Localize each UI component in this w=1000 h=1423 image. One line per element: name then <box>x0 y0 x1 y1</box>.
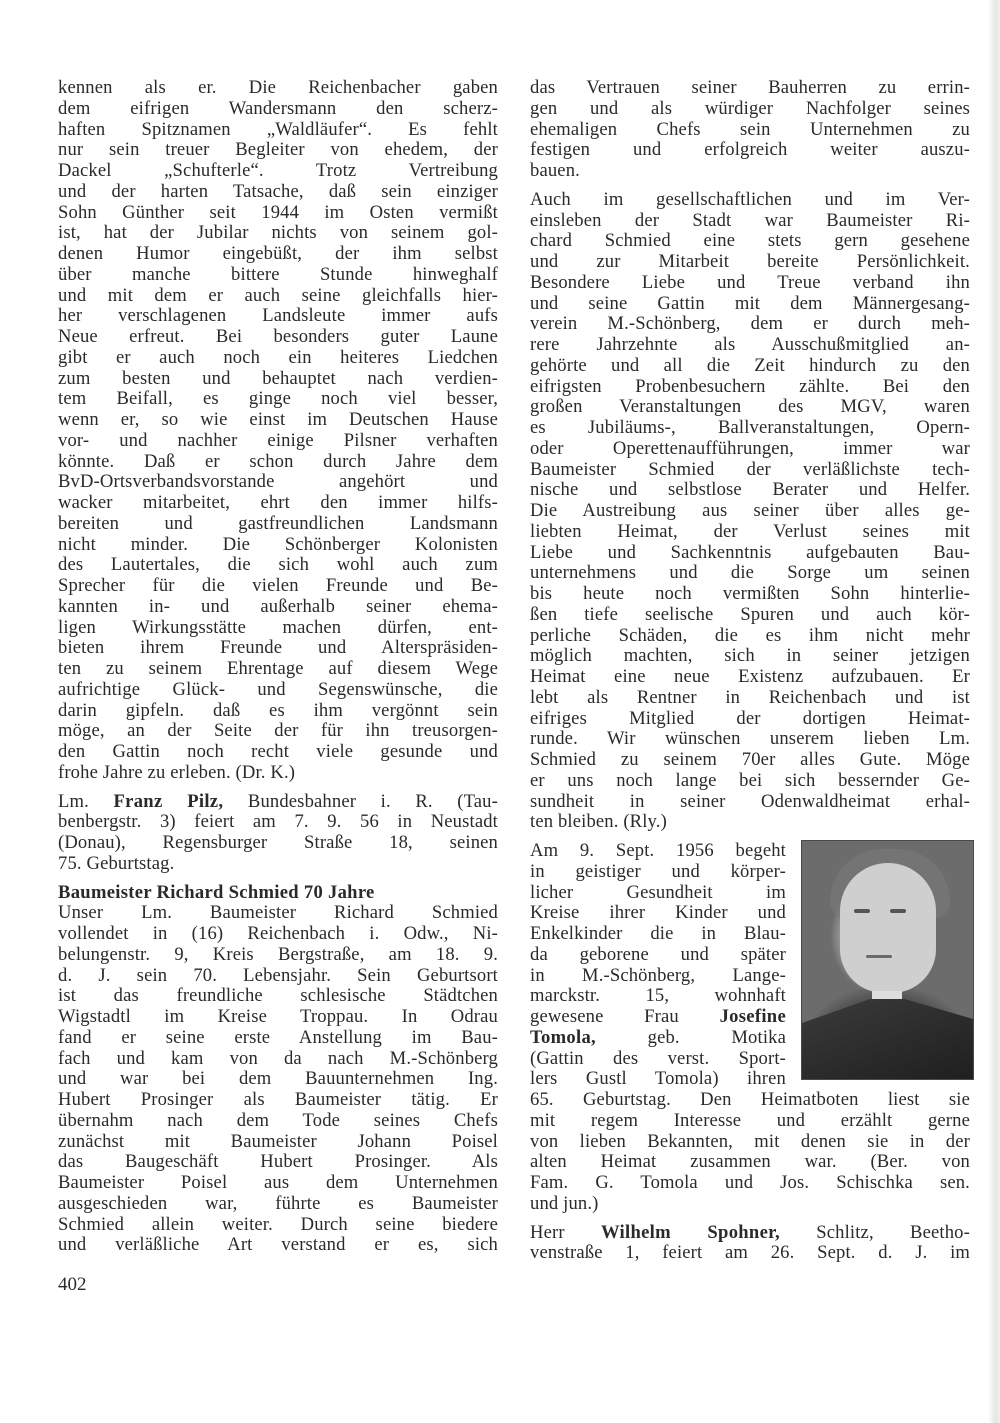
text-line: liebten Heimat, der Verlust seines mit <box>530 520 970 542</box>
text-line: marckstr. 15, wohnhaft <box>530 985 786 1007</box>
text-line: licher Gesundheit im <box>530 881 786 903</box>
text-line: ist, hat der Jubilar nichts von seinem gol- <box>58 222 498 244</box>
photo-collar <box>802 999 973 1079</box>
text-line: einsleben der Stadt war Baumeister Ri- <box>530 209 970 231</box>
text-line: Baumeister Schmied der verläßlichste tech- <box>530 458 970 480</box>
text-line: fach und kam von da nach M.-Schönberg <box>58 1047 498 1069</box>
page-number: 402 <box>58 1274 87 1295</box>
text-line: Sohn Günther seit 1944 im Osten vermißt <box>58 201 498 223</box>
text-line: Wigstadtl im Kreise Troppau. In Odrau <box>58 1006 498 1027</box>
paragraph-vertrauen <box>530 78 970 182</box>
text-line: und mit dem er auch seine gleichfalls hier- <box>58 284 498 306</box>
text-line: in M.-Schönberg, Lange- <box>530 964 786 986</box>
text-line: von lieben Bekannten, mit denen sie in der <box>530 1130 970 1152</box>
text-line: und der harten Tatsache, daß sein einziger <box>58 180 498 202</box>
text-line: bereiten und gastfreundlichen Landsmann <box>58 512 498 534</box>
text-line: ten bleiben. (Rly.) <box>530 811 667 833</box>
text-line: dem eifrigen Wandersmann den scherz- <box>58 97 498 119</box>
name-franz-pilz: Franz Pilz, <box>113 790 224 812</box>
text-line: ligen Wirkungsstätte machen dürfen, ent- <box>58 616 498 638</box>
text-line: Liebe und Sachkenntnis aufgebauten Bau- <box>530 541 970 563</box>
text-line: Die Austreibung aus seiner über alles ge- <box>530 500 970 521</box>
text-line: das Vertrauen seiner Bauherren zu errin- <box>530 77 970 98</box>
text-line: denen Humor eingebüßt, der ihm selbst <box>58 243 498 264</box>
text-line: (Gattin des verst. Sport- <box>530 1047 786 1069</box>
text-line: unternehmens und die Sorge um seinen <box>530 562 970 584</box>
text-line: rere Jahrzehnte als Ausschußmitglied an- <box>530 334 970 355</box>
text-line: kennen als er. Die Reichenbacher gaben <box>58 77 498 98</box>
text-line: darin gipfeln. daß es ihm vergönnt sein <box>58 699 498 721</box>
text-line: alten Heimat zusammen war. (Ber. von <box>530 1151 970 1173</box>
text-line: kannten in- und außerhalb seiner ehema- <box>58 595 498 617</box>
text-line: gehörte und all die Zeit hindurch zu den <box>530 354 970 376</box>
text-line: möge, an der Seite der für ihn treusorgen- <box>58 720 498 742</box>
text-line: bis heute noch vermißten Sohn hinterlie- <box>530 583 970 604</box>
text-line: Besondere Liebe und Treue verband ihn <box>530 271 970 293</box>
text-line: Schmied zu seinem 70er alles Gute. Möge <box>530 749 970 770</box>
text-line: den Gattin noch recht viele gesunde und <box>58 741 498 762</box>
text-line: Dackel „Schufterle“. Trotz Vertreibung <box>58 160 498 181</box>
text-line: Enkelkinder die in Blau- <box>530 923 786 944</box>
text-line: frohe Jahre zu erleben. (Dr. K.) <box>58 761 296 783</box>
text-line: nur sein treuer Begleiter von ehedem, der <box>58 139 498 161</box>
paragraph-vereinsleben <box>530 190 970 833</box>
text-line: ehemaligen Chefs sein Unternehmen zu <box>530 118 970 140</box>
text-line: fand er seine erste Anstellung im Bau- <box>58 1026 498 1048</box>
text-line: lebt als Rentner in Reichenbach und ist <box>530 686 970 708</box>
paragraph-wandersmann <box>58 78 498 784</box>
text-line: da geborene und später <box>530 943 786 965</box>
text-line: und seine Gattin mit dem Männergesang- <box>530 292 970 314</box>
text-line: wacker mitarbeitet, ehrt den immer hilfs- <box>58 492 498 513</box>
text-line: und war bei dem Bauunternehmen Ing. <box>58 1068 498 1090</box>
text-line: zum besten und behauptet nach verdien- <box>58 367 498 389</box>
text-line: Auch im gesellschaftlichen und im Ver- <box>530 188 970 210</box>
text-line: nicht minder. Die Schönberger Kolonisten <box>58 533 498 555</box>
page-edge-shadow <box>988 0 1000 1423</box>
text-line: mit regem Interesse und erzählt gerne <box>530 1109 970 1131</box>
text-line: es Jubiläums-, Ballveranstaltungen, Opern- <box>530 417 970 438</box>
text-line: sundheit in seiner Odenwaldheimat erhal- <box>530 790 970 812</box>
text-line: tem Beifall, es ginge noch viel besser, <box>58 388 498 410</box>
text-line: haften Spitznamen „Waldläufer“. Es fehlt <box>58 118 498 140</box>
text-line: eifriges Mitglied der dortigen Heimat- <box>530 707 970 729</box>
text-line: verein M.-Schönberg, dem er durch meh- <box>530 313 970 335</box>
name-josefine: Josefine <box>719 1006 786 1027</box>
text-line: d. J. sein 70. Lebensjahr. Sein Geburtsort <box>58 964 498 986</box>
text-line: ßen tiefe seelische Spuren und auch kör- <box>530 603 970 625</box>
text-line: her verschlagenen Landsleute immer aufs <box>58 305 498 327</box>
right-column <box>530 78 970 1264</box>
text-line: Am 9. Sept. 1956 begeht <box>530 840 786 861</box>
text-line: des Lautertales, die sich wohl auch zum <box>58 554 498 576</box>
text-line: vollendet in (16) Reichenbach i. Odw., Ni- <box>58 923 498 944</box>
text-line: eifrigsten Probenbesuchern zählte. Bei den <box>530 375 970 397</box>
text-line: nische und selbstlose Berater und Helfer. <box>530 479 970 501</box>
text-line: Schmied allein weiter. Durch seine biedere <box>58 1213 498 1235</box>
paragraph-franz-pilz: Lm. Franz Pilz, Bundesbahner i. R. (Tau- benbergstr. 3) feiert am 7. 9. 56 in Neustadt (Donau), Regensburger Straße 18, seinen 75. Geburtstag. <box>58 790 498 874</box>
text-line: chard Schmied eine stets gern gesehene <box>530 230 970 252</box>
text-line: festigen und erfolgreich weiter auszu- <box>530 139 970 161</box>
text-line: bauen. <box>530 160 580 181</box>
text-line: und jun.) <box>530 1192 599 1214</box>
portrait-photo <box>801 840 974 1080</box>
text-line: oder Operettenaufführungen, immer war <box>530 437 970 459</box>
text-line: 65. Geburtstag. Den Heimatboten liest sie <box>530 1089 970 1110</box>
text-line: zunächst mit Baumeister Johann Poisel <box>58 1130 498 1152</box>
text-line: BvD-Ortsverbandsvorstande angehört und <box>58 471 498 493</box>
text-line: Baumeister Poisel aus dem Unternehmen <box>58 1172 498 1193</box>
text-line: möglich machten, sich in seiner jetzigen <box>530 645 970 667</box>
text-line: das Baugeschäft Hubert Prosinger. Als <box>58 1151 498 1173</box>
paragraph-josefine-tomola: Am 9. Sept. 1956 begeht in geistiger und körper- licher Gesundheit im Kreise ihrer Kinder und Enkelkinder die in Blau- da geborene und später in M.-Schönberg, Lange- marckstr. 15, wohnhaft gewesene Frau Josefine Tomola, geb. Motika (Gattin des verst. Sport- lers Gustl Tomola) ihren 65. Geburtstag. Den Heimatboten liest sie mit regem Interesse und erzählt gerne von lieben Bekannten, mit denen sie in der alten Heimat zusammen war. (Ber. von Fam. G. Tomola und Jos. Schischka sen. und jun.) <box>530 840 970 1214</box>
text-line: Heimat eine neue Existenz aufzubauen. Er <box>530 666 970 687</box>
text-line: könnte. Daß er schon durch Jahre dem <box>58 450 498 472</box>
text-line: ausgeschieden war, führte es Baumeister <box>58 1192 498 1214</box>
text-line: bieten ihrem Freunde und Alterspräsiden- <box>58 637 498 659</box>
paragraph-wilhelm-spohner: Herr Wilhelm Spohner, Schlitz, Beetho- venstraße 1, feiert am 26. Sept. d. J. im <box>530 1221 970 1264</box>
text-line: über manche bittere Stunde hinweghalf <box>58 263 498 285</box>
text-line: vor- und nachher einige Pilsner verhaften <box>58 429 498 451</box>
text-line: belungenstr. 9, Kreis Bergstraße, am 18. 9. <box>58 943 498 965</box>
text-line: Sprecher für die vielen Freunde und Be- <box>58 575 498 596</box>
headline-text: Baumeister Richard Schmied 70 Jahre <box>58 881 375 903</box>
text-line: übernahm nach dem Tode seines Chefs <box>58 1109 498 1131</box>
paragraph-richard-schmied <box>58 903 498 1256</box>
text-line: Unser Lm. Baumeister Richard Schmied <box>58 902 498 924</box>
text-line: und zur Mitarbeit bereite Persönlichkeit. <box>530 251 970 272</box>
text-line: Kreise ihrer Kinder und <box>530 902 786 924</box>
text-line: ist das freundliche schlesische Städtchen <box>58 985 498 1007</box>
text-line: er uns noch lange bei sich bessernder Ge- <box>530 769 970 791</box>
text-line: Neue erfreut. Bei besonders guter Laune <box>58 326 498 347</box>
text-line: Fam. G. Tomola und Jos. Schischka sen. <box>530 1172 970 1193</box>
text-line: gen und als würdiger Nachfolger seines <box>530 97 970 119</box>
article-headline <box>58 883 498 904</box>
photo-face <box>840 863 936 993</box>
text-line: großen Veranstaltungen des MGV, waren <box>530 396 970 418</box>
text-line: perliche Schäden, die es ihm nicht mehr <box>530 624 970 646</box>
text-line: wenn er, so wie einst im Deutschen Hause <box>58 409 498 430</box>
text-line: gibt er auch noch ein heiteres Liedchen <box>58 346 498 368</box>
left-column <box>58 78 498 1256</box>
text-line: aufrichtige Glück- und Segenswünsche, die <box>58 678 498 700</box>
text-line: und verläßliche Art verstand er es, sich <box>58 1234 498 1256</box>
name-tomola: Tomola, <box>530 1026 596 1048</box>
name-wilhelm-spohner: Wilhelm Spohner, <box>601 1221 780 1243</box>
text-line: lers Gustl Tomola) ihren <box>530 1068 786 1090</box>
text-line: Hubert Prosinger als Baumeister tätig. Er <box>58 1089 498 1110</box>
text-line: ten zu seinem Ehrentage auf diesem Wege <box>58 658 498 679</box>
text-line: in geistiger und körper- <box>530 860 786 882</box>
text-line: runde. Wir wünschen unserem lieben Lm. <box>530 728 970 750</box>
